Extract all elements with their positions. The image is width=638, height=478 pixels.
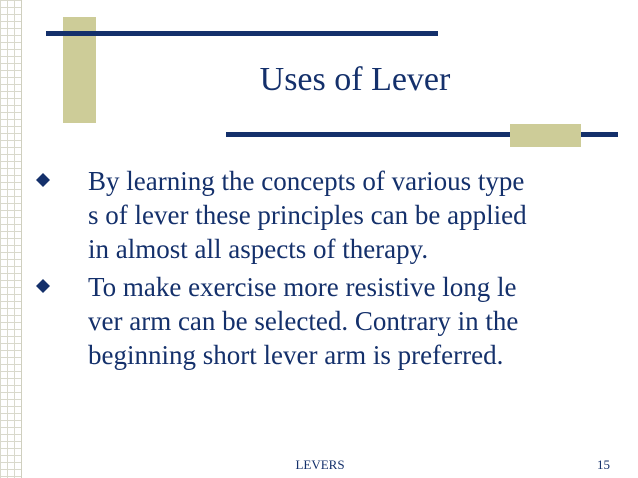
right-accent-block (510, 124, 581, 147)
bullet-list (36, 164, 616, 376)
top-accent-bar (46, 31, 438, 36)
bullet-line: To make exercise more resistive long le (88, 272, 517, 302)
bullet-line: beginning short lever arm is preferred. (88, 340, 504, 370)
bullet-line: ver arm can be selected. Contrary in the (88, 306, 519, 336)
diamond-bullet-icon (36, 173, 50, 187)
bullet-line: s of lever these principles can be applied (88, 200, 527, 230)
slide-title: Uses of Lever (259, 61, 451, 98)
bullet-line: By learning the concepts of various type (88, 166, 525, 196)
bullet-line: in almost all aspects of therapy. (88, 234, 429, 264)
bullet-item (36, 270, 616, 372)
page-number: 15 (597, 457, 610, 472)
bullet-item (36, 164, 616, 266)
left-grid-decoration (0, 0, 22, 478)
footer-label: LEVERS (295, 457, 345, 472)
diamond-bullet-icon (36, 279, 50, 293)
